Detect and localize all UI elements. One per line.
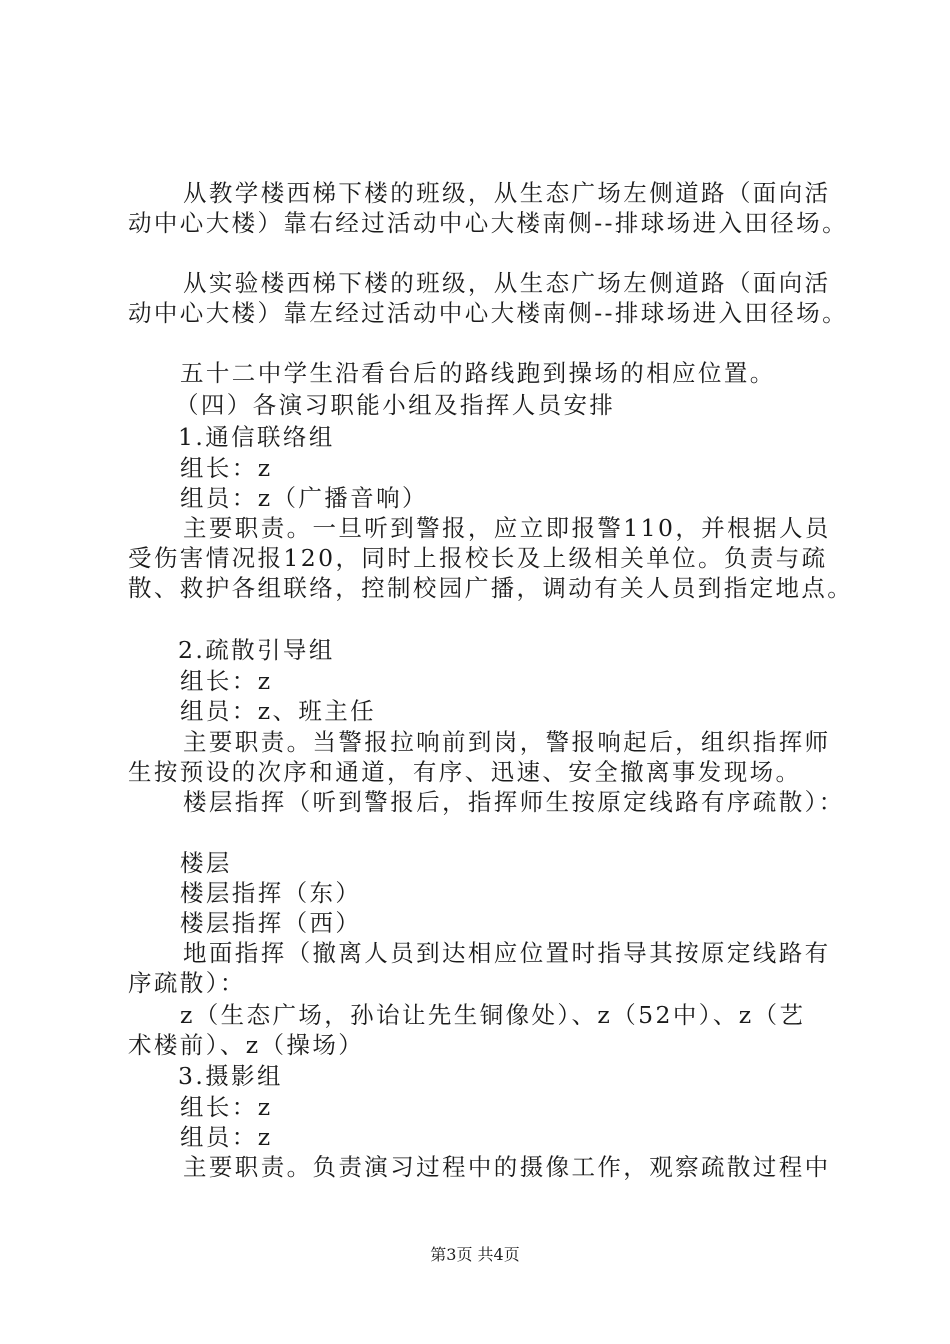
paragraph-line: 组员：z（广播音响） [180, 484, 428, 512]
page-number-footer: 第3页 共4页 [430, 1245, 520, 1264]
subsection-heading: 3.摄影组 [178, 1062, 283, 1090]
paragraph-line: 散、救护各组联络，控制校园广播，调动有关人员到指定地点。 [128, 574, 854, 602]
paragraph-line: 主要职责。负责演习过程中的摄像工作，观察疏散过程中 [183, 1153, 831, 1181]
paragraph-line: 组长：z [180, 667, 273, 695]
paragraph-line: 组员：z [180, 1123, 273, 1151]
paragraph-line: z（生态广场，孙诒让先生铜像处）、z（52中）、z（艺 [180, 1001, 806, 1029]
paragraph-line: 楼层指挥（听到警报后，指挥师生按原定线路有序疏散）： [183, 788, 845, 816]
paragraph-line: 序疏散）： [128, 969, 246, 997]
paragraph-line: 动中心大楼）靠右经过活动中心大楼南侧--排球场进入田径场。 [128, 209, 848, 237]
subsection-heading: 1.通信联络组 [178, 423, 335, 451]
paragraph-line: 生按预设的次序和通道，有序、迅速、安全撤离事发现场。 [128, 758, 802, 786]
paragraph-line: 从实验楼西梯下楼的班级，从生态广场左侧道路（面向活 [183, 269, 831, 297]
section-heading: （四）各演习职能小组及指挥人员安排 [175, 391, 616, 419]
subsection-heading: 2.疏散引导组 [178, 636, 335, 664]
paragraph-line: 楼层 [180, 849, 232, 877]
paragraph-line: 主要职责。当警报拉响前到岗，警报响起后，组织指挥师 [183, 728, 831, 756]
paragraph-line: 术楼前）、z（操场） [128, 1031, 365, 1059]
paragraph-line: 组长：z [180, 454, 273, 482]
paragraph-line: 从教学楼西梯下楼的班级，从生态广场左侧道路（面向活 [183, 179, 831, 207]
paragraph-line: 楼层指挥（西） [180, 909, 362, 937]
paragraph-line: 动中心大楼）靠左经过活动中心大楼南侧--排球场进入田径场。 [128, 299, 848, 327]
paragraph-line: 受伤害情况报120，同时上报校长及上级相关单位。负责与疏 [128, 544, 828, 572]
paragraph-line: 主要职责。一旦听到警报，应立即报警110，并根据人员 [183, 514, 831, 542]
paragraph-line: 楼层指挥（东） [180, 879, 362, 907]
paragraph-line: 五十二中学生沿看台后的路线跑到操场的相应位置。 [180, 359, 776, 387]
paragraph-line: 组员：z、班主任 [180, 697, 377, 725]
paragraph-line: 组长：z [180, 1093, 273, 1121]
paragraph-line: 地面指挥（撤离人员到达相应位置时指导其按原定线路有 [183, 939, 831, 967]
